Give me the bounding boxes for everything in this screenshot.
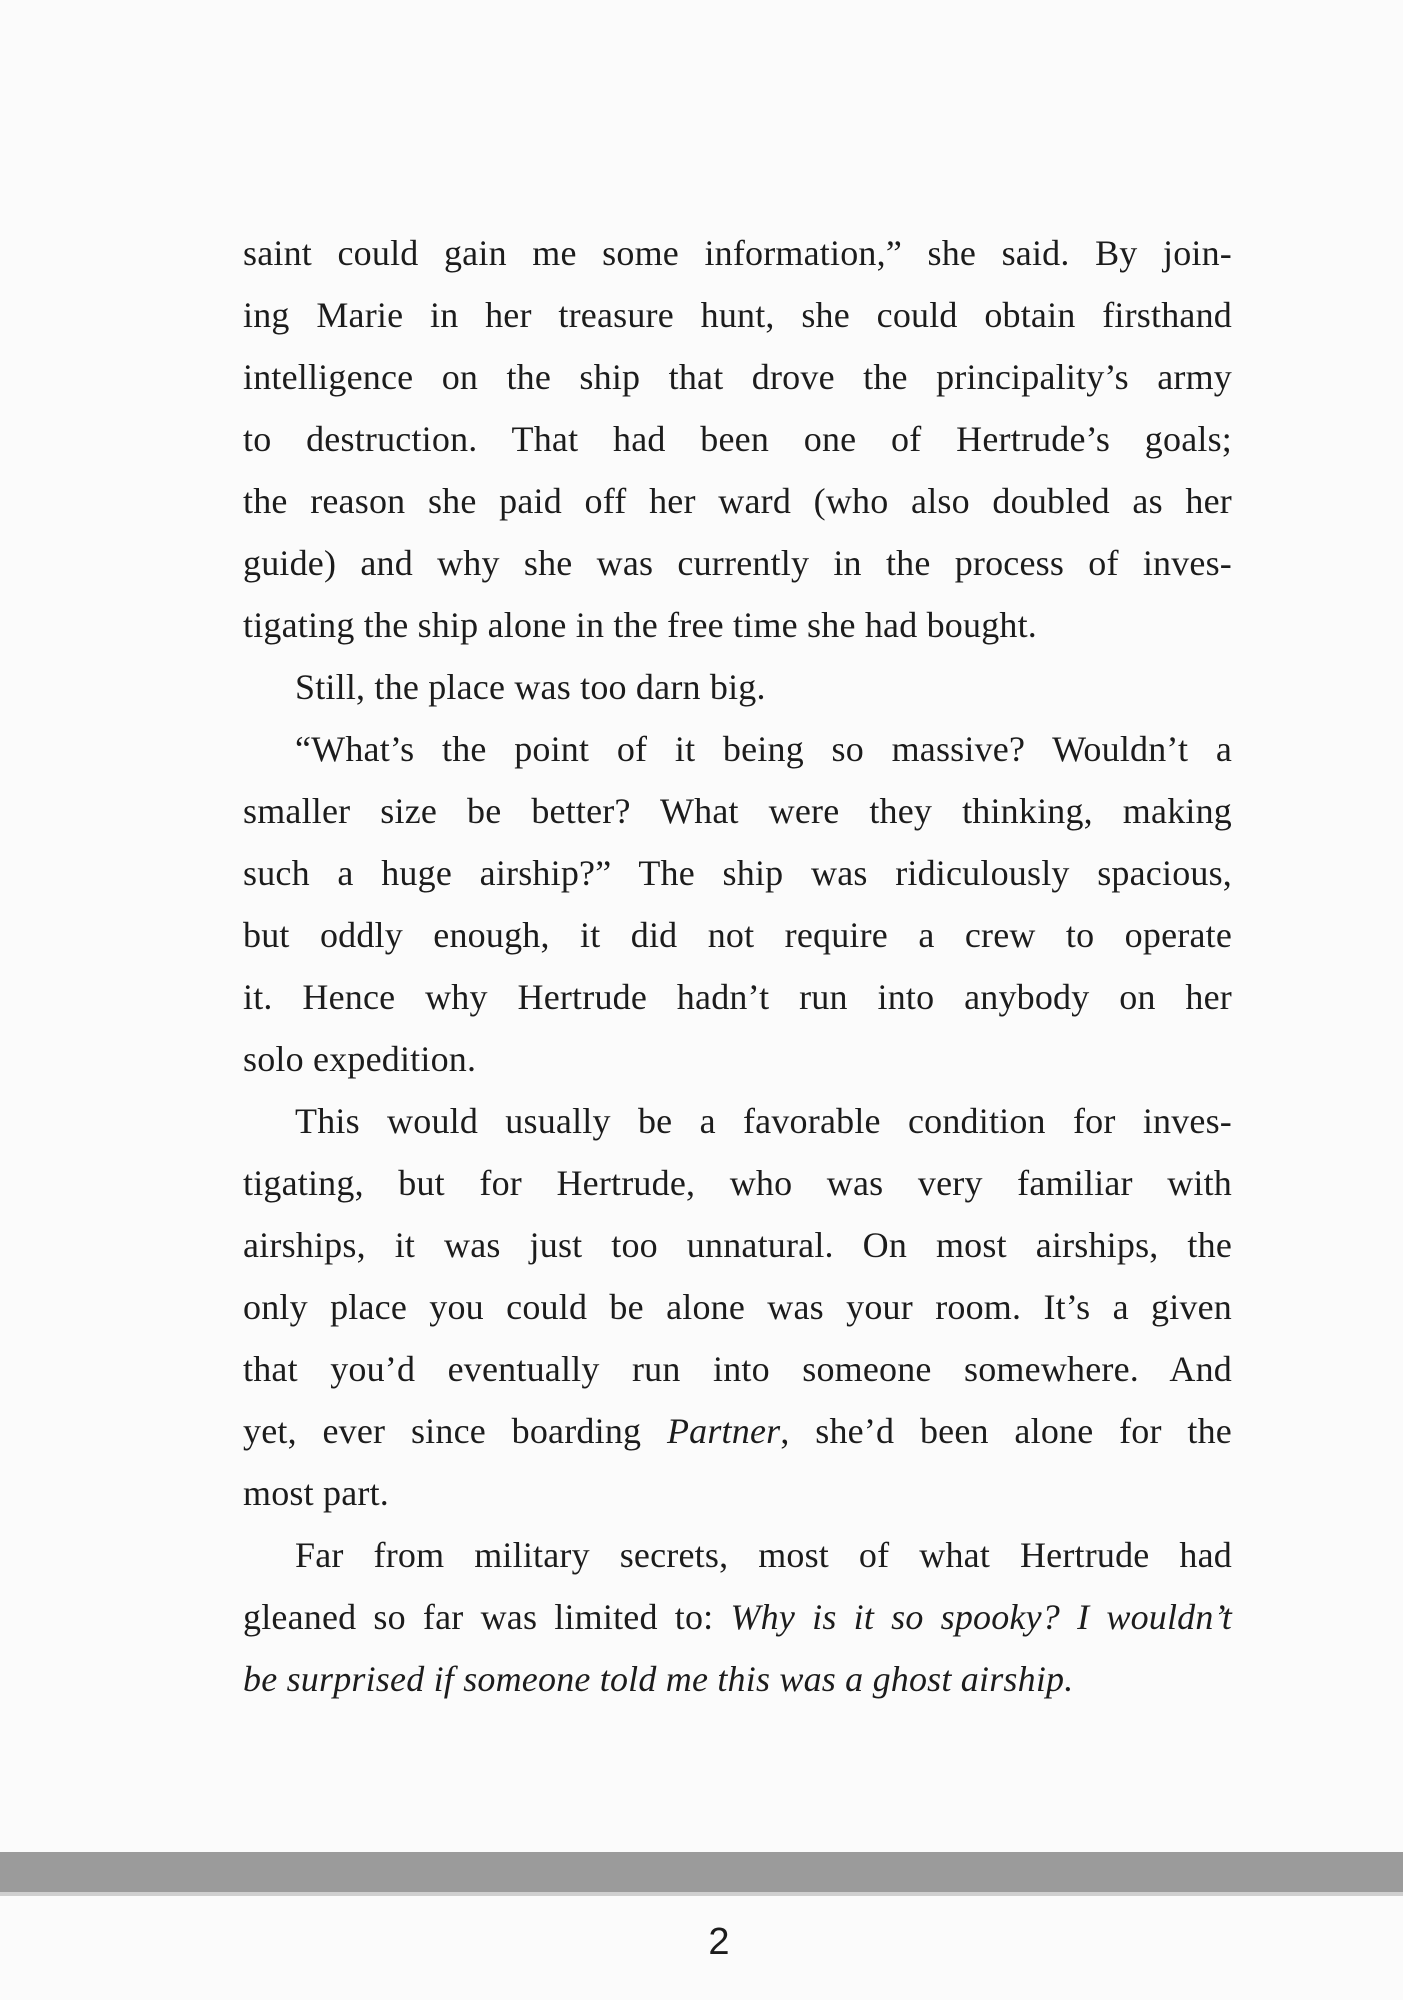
text-line bbox=[243, 1152, 1232, 1214]
text-segment: the reason she paid off her ward (who also doubled as her bbox=[243, 481, 1232, 521]
text-segment: only place you could be alone was your room. It’s a given bbox=[243, 1287, 1232, 1327]
text-segment: tigating, but for Hertrude, who was very familiar with bbox=[243, 1163, 1232, 1203]
text-line bbox=[243, 1586, 1232, 1648]
text-line bbox=[243, 594, 1232, 656]
page-text bbox=[243, 222, 1232, 1710]
text-line bbox=[243, 1276, 1232, 1338]
text-segment: gleaned so far was limited to: bbox=[243, 1597, 731, 1637]
text-line bbox=[243, 1028, 1232, 1090]
text-segment: airships, it was just too unnatural. On most airships, the bbox=[243, 1225, 1232, 1265]
text-line bbox=[243, 532, 1232, 594]
text-line bbox=[243, 1524, 1232, 1586]
text-segment: This would usually be a favorable condition for inves- bbox=[295, 1101, 1232, 1141]
text-line bbox=[243, 1214, 1232, 1276]
text-line bbox=[243, 408, 1232, 470]
text-line bbox=[243, 470, 1232, 532]
text-segment: saint could gain me some information,” she said. By join- bbox=[243, 233, 1232, 273]
text-segment: , she’d been alone for the bbox=[780, 1411, 1232, 1451]
text-segment: intelligence on the ship that drove the principality’s army bbox=[243, 357, 1232, 397]
text-line bbox=[243, 1648, 1232, 1710]
text-segment: yet, ever since boarding bbox=[243, 1411, 667, 1451]
text-segment: solo expedition. bbox=[243, 1039, 477, 1079]
text-segment: Still, the place was too darn big. bbox=[295, 667, 766, 707]
text-line bbox=[243, 1338, 1232, 1400]
text-line bbox=[243, 966, 1232, 1028]
text-segment: to destruction. That had been one of Hertrude’s goals; bbox=[243, 419, 1232, 459]
italic-text-segment: Partner bbox=[666, 1411, 781, 1451]
text-segment: smaller size be better? What were they thinking, making bbox=[243, 791, 1232, 831]
progress-bar bbox=[0, 1852, 1403, 1896]
text-line bbox=[243, 222, 1232, 284]
text-segment: “What’s the point of it being so massive? Wouldn’t a bbox=[295, 729, 1232, 769]
page-number: 2 bbox=[708, 1921, 730, 1963]
italic-text-segment: be surprised if someone told me this was a ghost airship. bbox=[243, 1659, 1074, 1699]
text-segment: most part. bbox=[243, 1473, 389, 1513]
text-segment: but oddly enough, it did not require a crew to operate bbox=[243, 915, 1232, 955]
text-segment: tigating the ship alone in the free time she had bought. bbox=[243, 605, 1038, 645]
text-line bbox=[243, 656, 1232, 718]
text-line bbox=[243, 1400, 1232, 1462]
text-line bbox=[243, 1090, 1232, 1152]
text-segment: guide) and why she was currently in the process of inves- bbox=[243, 543, 1232, 583]
italic-text-segment: Why is it so spooky? I wouldn’t bbox=[730, 1597, 1232, 1637]
text-line bbox=[243, 284, 1232, 346]
text-line bbox=[243, 780, 1232, 842]
text-line bbox=[243, 842, 1232, 904]
text-segment: that you’d eventually run into someone somewhere. And bbox=[243, 1349, 1232, 1389]
text-segment: it. Hence why Hertrude hadn’t run into anybody on her bbox=[243, 977, 1232, 1017]
text-line bbox=[243, 1462, 1232, 1524]
text-line bbox=[243, 904, 1232, 966]
text-segment: Far from military secrets, most of what Hertrude had bbox=[295, 1535, 1232, 1575]
text-segment: ing Marie in her treasure hunt, she could obtain firsthand bbox=[243, 295, 1232, 335]
text-line bbox=[243, 346, 1232, 408]
text-segment: such a huge airship?” The ship was ridiculously spacious, bbox=[243, 853, 1232, 893]
text-line bbox=[243, 718, 1232, 780]
